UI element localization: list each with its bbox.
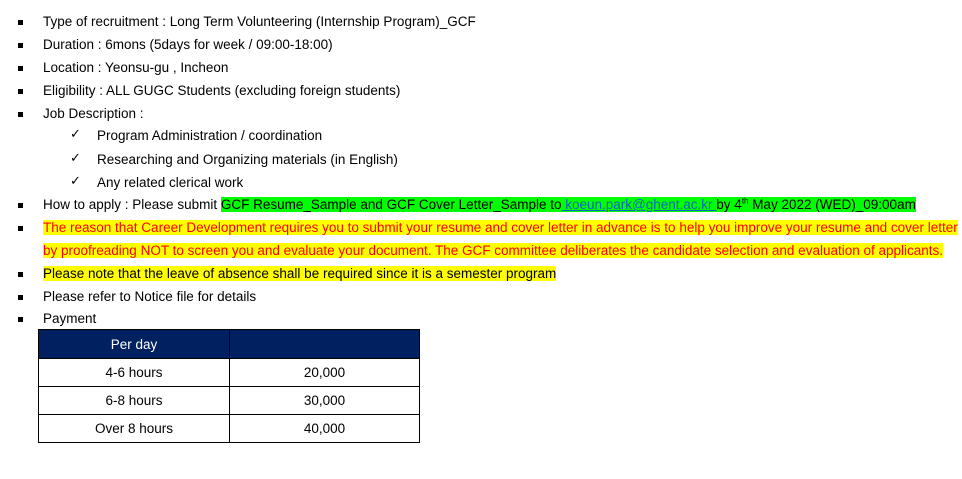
job-task-item: Any related clerical work: [97, 175, 244, 190]
location: Location : Yeonsu-gu , Incheon: [43, 60, 229, 75]
table-row: [39, 415, 420, 443]
check-mark-icon: ✓: [70, 151, 81, 166]
square-bullet-icon: [18, 20, 23, 25]
deadline-post: May 2022 (WED)_09:00am: [748, 197, 916, 212]
table-row: [39, 359, 420, 387]
apply-highlight: [221, 197, 916, 212]
square-bullet-icon: [18, 272, 23, 277]
eligibility: Eligibility : ALL GUGC Students (excluding foreign students): [43, 83, 401, 98]
duration: Duration : 6mons (5days for week / 09:00-18:00): [43, 37, 333, 52]
square-bullet-icon: [18, 295, 23, 300]
table-cell-amount: 30,000: [230, 387, 420, 415]
table-cell-amount: 20,000: [230, 359, 420, 387]
deadline-pre: by 4: [716, 197, 742, 212]
table-cell-hours: 6-8 hours: [39, 387, 230, 415]
recruitment-type: Type of recruitment : Long Term Volunteering (Internship Program)_GCF: [43, 14, 476, 29]
leave-note-text: Please note that the leave of absence shall be required since it is a semester program: [43, 266, 557, 281]
square-bullet-icon: [18, 226, 23, 231]
table-header-cell: Per day: [39, 330, 230, 359]
apply-prefix: How to apply : Please submit: [43, 197, 221, 212]
reason-line-2: [43, 241, 943, 261]
job-task-item: Researching and Organizing materials (in English): [97, 152, 398, 167]
job-task-item: Program Administration / coordination: [97, 128, 323, 143]
square-bullet-icon: [18, 317, 23, 322]
refer-note: Please refer to Notice file for details: [43, 289, 257, 304]
payment-label: Payment: [43, 311, 97, 326]
job-description-label: Job Description :: [43, 106, 144, 121]
table-cell-hours: 4-6 hours: [39, 359, 230, 387]
reason-text-1: The reason that Career Development requires you to submit your resume and cover letter in advance is to help you improve your resume and cover letter: [43, 220, 958, 235]
deadline-sup: th: [741, 196, 749, 206]
square-bullet-icon: [18, 112, 23, 117]
check-mark-icon: ✓: [70, 127, 81, 142]
square-bullet-icon: [18, 43, 23, 48]
leave-note: [43, 264, 556, 284]
reason-line-1: [43, 218, 958, 238]
square-bullet-icon: [18, 66, 23, 71]
apply-documents: GCF Resume_Sample and GCF Cover Letter_Sample to: [220, 197, 562, 212]
square-bullet-icon: [18, 203, 23, 208]
table-header-row: [39, 330, 420, 359]
payment-table: [38, 329, 420, 443]
check-mark-icon: ✓: [70, 174, 81, 189]
email-link[interactable]: koeun.park@ghent.ac.kr: [561, 197, 717, 212]
table-cell-amount: 40,000: [230, 415, 420, 443]
reason-text-2: by proofreading NOT to screen you and evaluate your document. The GCF committee deliberates the candidate selection and evaluation of applicants.: [43, 243, 944, 258]
how-to-apply: [43, 195, 916, 215]
table-row: [39, 387, 420, 415]
table-header-cell: [230, 330, 420, 359]
table-cell-hours: Over 8 hours: [39, 415, 230, 443]
square-bullet-icon: [18, 89, 23, 94]
